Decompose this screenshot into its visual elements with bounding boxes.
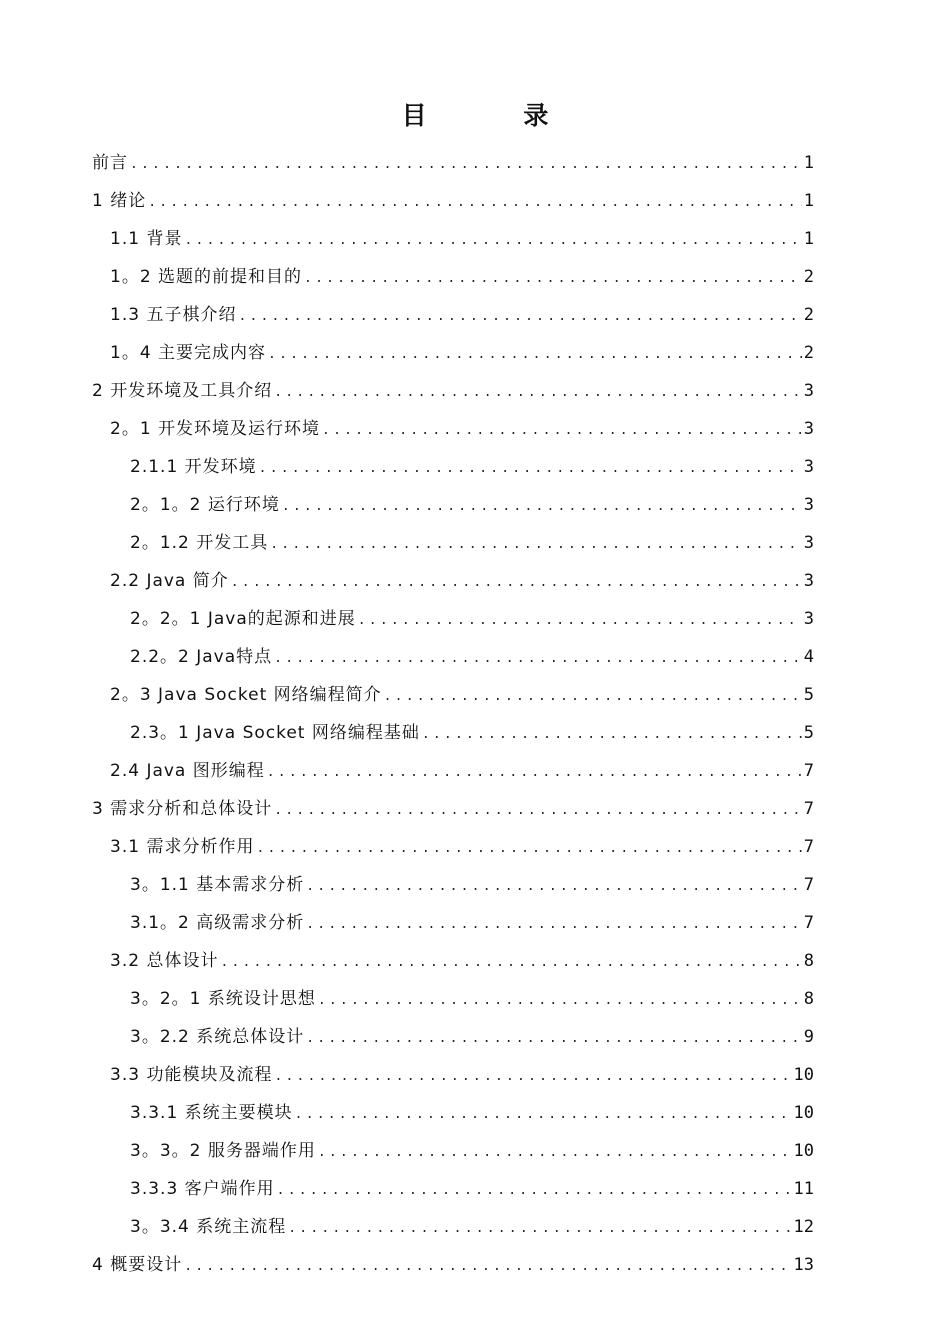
toc-entry-title: 1.3 五子棋介绍 <box>110 305 237 325</box>
toc-dot-leader <box>274 1069 791 1084</box>
toc-entry[interactable] <box>92 756 814 794</box>
toc-entry-title: 3。3。2 服务器端作用 <box>130 1141 316 1161</box>
toc-entry-title: 2。1。2 运行环境 <box>130 495 280 515</box>
toc-entry-title: 2 开发环境及工具介绍 <box>92 381 273 401</box>
toc-entry-title: 3.1。2 高级需求分析 <box>130 913 305 933</box>
toc-dot-leader <box>268 347 802 362</box>
toc-page-number: 2 <box>803 267 814 287</box>
toc-entry-title: 3。3.4 系统主流程 <box>130 1217 287 1237</box>
toc-dot-leader <box>184 233 801 248</box>
toc-entry[interactable] <box>92 642 814 680</box>
toc-entry[interactable] <box>92 452 814 490</box>
toc-dot-leader <box>288 1221 791 1236</box>
toc-entry-title: 3.3 功能模块及流程 <box>110 1065 273 1085</box>
toc-page-number: 3 <box>803 381 814 401</box>
toc-dot-leader <box>130 157 802 172</box>
toc-entry-title: 2.2。2 Java特点 <box>130 647 273 667</box>
toc-entry[interactable] <box>92 1060 814 1098</box>
toc-entry-title: 3。1.1 基本需求分析 <box>130 875 305 895</box>
toc-dot-leader <box>295 1107 792 1122</box>
toc-dot-leader <box>358 613 802 628</box>
toc-dot-leader <box>267 765 802 780</box>
toc-entry-title: 2。1.2 开发工具 <box>130 533 269 553</box>
toc-entry[interactable] <box>92 1022 814 1060</box>
toc-entry[interactable] <box>92 1212 814 1250</box>
toc-entry-title: 3.2 总体设计 <box>110 951 219 971</box>
toc-page-number: 5 <box>803 685 814 705</box>
toc-dot-leader <box>270 537 801 552</box>
toc-entry-title: 4 概要设计 <box>92 1255 183 1275</box>
toc-entry-title: 2。1 开发环境及运行环境 <box>110 419 321 439</box>
toc-dot-leader <box>259 461 802 476</box>
toc-dot-leader <box>306 879 801 894</box>
toc-page-number: 2 <box>803 343 814 363</box>
toc-dot-leader <box>238 309 801 324</box>
toc-entry-title: 3.3.3 客户端作用 <box>130 1179 275 1199</box>
toc-page-number: 12 <box>793 1217 814 1237</box>
toc-entry-title: 3.1 需求分析作用 <box>110 837 255 857</box>
table-of-contents <box>92 148 814 1288</box>
toc-page-number: 10 <box>793 1065 814 1085</box>
toc-entry[interactable] <box>92 718 814 756</box>
toc-page-number: 3 <box>803 495 814 515</box>
toc-entry[interactable] <box>92 224 814 262</box>
toc-dot-leader <box>274 651 802 666</box>
toc-page-number: 5 <box>803 723 814 743</box>
toc-dot-leader <box>306 917 801 932</box>
toc-dot-leader <box>318 993 802 1008</box>
toc-dot-leader <box>304 271 802 286</box>
toc-entry-title: 1 绪论 <box>92 191 147 211</box>
page-title: 目 录 <box>401 101 593 130</box>
toc-entry-title: 1。2 选题的前提和目的 <box>110 267 303 287</box>
toc-page-number: 10 <box>793 1141 814 1161</box>
toc-entry-title: 2。2。1 Java的起源和进展 <box>130 609 356 629</box>
toc-page-number: 13 <box>793 1255 814 1275</box>
toc-entry[interactable] <box>92 794 814 832</box>
toc-page-number: 7 <box>803 799 814 819</box>
toc-entry[interactable] <box>92 148 814 186</box>
toc-entry-title: 2。3 Java Socket 网络编程简介 <box>110 685 382 705</box>
toc-page-number: 10 <box>793 1103 814 1123</box>
toc-page-number: 1 <box>803 191 814 211</box>
toc-entry[interactable] <box>92 870 814 908</box>
toc-dot-leader <box>220 955 801 970</box>
toc-entry-title: 1。4 主要完成内容 <box>110 343 267 363</box>
toc-dot-leader <box>282 499 802 514</box>
toc-entry[interactable] <box>92 1136 814 1174</box>
toc-entry-title: 2.1.1 开发环境 <box>130 457 257 477</box>
toc-entry[interactable] <box>92 832 814 870</box>
toc-entry-title: 1.1 背景 <box>110 229 183 249</box>
toc-entry-title: 2.2 Java 简介 <box>110 571 229 591</box>
toc-dot-leader <box>274 385 802 400</box>
toc-dot-leader <box>384 689 802 704</box>
toc-entry[interactable] <box>92 262 814 300</box>
toc-entry[interactable] <box>92 338 814 376</box>
toc-entry[interactable] <box>92 1250 814 1288</box>
toc-dot-leader <box>306 1031 801 1046</box>
toc-entry[interactable] <box>92 414 814 452</box>
toc-page-number: 7 <box>803 837 814 857</box>
toc-entry[interactable] <box>92 908 814 946</box>
toc-page-number: 7 <box>803 875 814 895</box>
toc-entry[interactable] <box>92 946 814 984</box>
toc-dot-leader <box>231 575 802 590</box>
toc-page-number: 3 <box>803 571 814 591</box>
toc-entry[interactable] <box>92 984 814 1022</box>
toc-page-number: 3 <box>803 457 814 477</box>
toc-page-number: 3 <box>803 533 814 553</box>
toc-page-number: 4 <box>803 647 814 667</box>
toc-entry[interactable] <box>92 604 814 642</box>
toc-page-number: 9 <box>803 1027 814 1047</box>
toc-dot-leader <box>322 423 802 438</box>
toc-entry[interactable] <box>92 528 814 566</box>
toc-page-number: 2 <box>803 305 814 325</box>
toc-entry[interactable] <box>92 1174 814 1212</box>
toc-entry-title: 3。2。1 系统设计思想 <box>130 989 316 1009</box>
toc-entry-title: 2.3。1 Java Socket 网络编程基础 <box>130 723 420 743</box>
toc-page-number: 7 <box>803 761 814 781</box>
toc-dot-leader <box>277 1183 792 1198</box>
toc-entry[interactable] <box>92 490 814 528</box>
toc-entry-title: 3.3.1 系统主要模块 <box>130 1103 293 1123</box>
toc-entry[interactable] <box>92 1098 814 1136</box>
toc-entry-title: 2.4 Java 图形编程 <box>110 761 265 781</box>
toc-page-number: 1 <box>803 153 814 173</box>
toc-dot-leader <box>256 841 801 856</box>
toc-entry[interactable] <box>92 376 814 414</box>
toc-page-number: 3 <box>803 609 814 629</box>
toc-page-number: 8 <box>803 951 814 971</box>
toc-page-number: 11 <box>793 1179 814 1199</box>
toc-dot-leader <box>318 1145 792 1160</box>
toc-page-number: 1 <box>803 229 814 249</box>
toc-entry[interactable] <box>92 186 814 224</box>
toc-entry-title: 前言 <box>92 153 128 173</box>
toc-page-number: 7 <box>803 913 814 933</box>
toc-page-number: 3 <box>803 419 814 439</box>
toc-entry-title: 3。2.2 系统总体设计 <box>130 1027 305 1047</box>
toc-dot-leader <box>148 195 802 210</box>
toc-entry[interactable] <box>92 566 814 604</box>
toc-dot-leader <box>184 1259 791 1274</box>
toc-dot-leader <box>422 727 802 742</box>
toc-dot-leader <box>274 803 802 818</box>
toc-entry[interactable] <box>92 680 814 718</box>
toc-entry-title: 3 需求分析和总体设计 <box>92 799 273 819</box>
toc-page-number: 8 <box>803 989 814 1009</box>
toc-entry[interactable] <box>92 300 814 338</box>
